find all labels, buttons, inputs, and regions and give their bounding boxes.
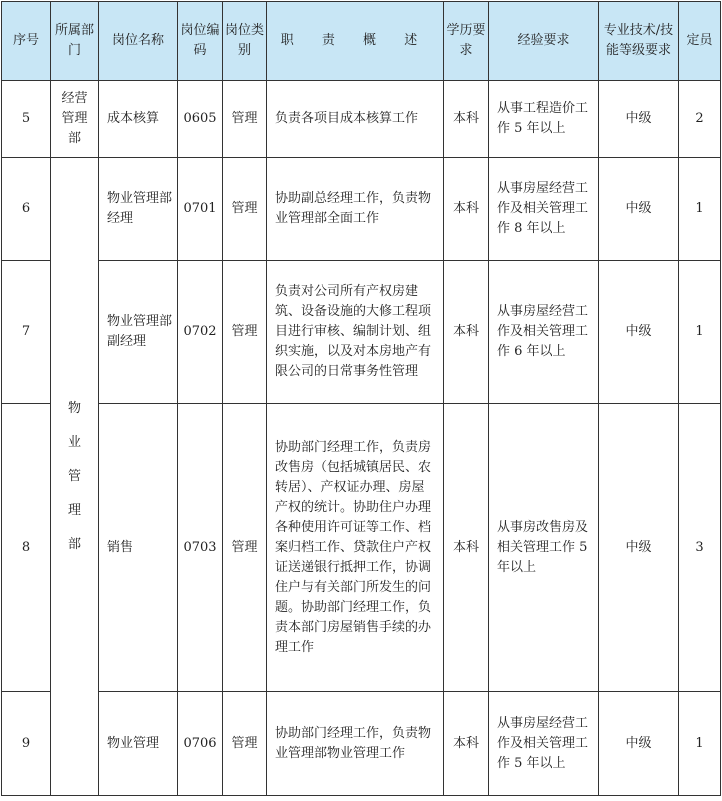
header-skill-level: 专业技术/技能等级要求 <box>599 2 679 81</box>
table-row <box>2 404 721 692</box>
cell-education: 本科 <box>444 158 489 261</box>
cell-seq: 6 <box>2 158 51 261</box>
cell-skill-level: 中级 <box>599 261 679 404</box>
header-duty: 职 责 概 述 <box>267 2 444 81</box>
header-post-name: 岗位名称 <box>99 2 178 81</box>
cell-skill-level: 中级 <box>599 158 679 261</box>
cell-duty: 负责对公司所有产权房建筑、设备设施的大修工程项目进行审核、编制计划、组织实施，以及对本房地产有限公司的日常事务性管理 <box>267 261 444 404</box>
cell-education: 本科 <box>444 261 489 404</box>
cell-quota: 2 <box>679 81 721 158</box>
cell-skill-level: 中级 <box>599 692 679 796</box>
dept-char: 部 <box>67 536 81 552</box>
cell-duty: 协助部门经理工作，负责物业管理部物业管理工作 <box>267 692 444 796</box>
header-seq: 序号 <box>2 2 51 81</box>
cell-quota: 3 <box>679 404 721 692</box>
header-education: 学历要求 <box>444 2 489 81</box>
dept-char: 物 <box>67 400 81 416</box>
cell-skill-level: 中级 <box>599 81 679 158</box>
cell-post-type: 管理 <box>223 692 267 796</box>
cell-post-type: 管理 <box>223 81 267 158</box>
cell-seq: 5 <box>2 81 51 158</box>
header-post-type: 岗位类别 <box>223 2 267 81</box>
cell-skill-level: 中级 <box>599 404 679 692</box>
cell-post-type: 管理 <box>223 404 267 692</box>
cell-duty: 协助部门经理工作，负责房改售房（包括城镇居民、农转居）、产权证办理、房屋产权的统计。协助住户办理各种使用许可证等工作、档案归档工作、贷款住户产权证送递银行抵押工作，协调住户与有关部门所发生的问题。协助部门经理工作，负责本部门房屋销售手续的办理工作 <box>267 404 444 692</box>
cell-post-name: 销售 <box>99 404 178 692</box>
header-dept: 所属部门 <box>51 2 99 81</box>
cell-experience: 从事房屋经营工作及相关管理工作 5 年以上 <box>489 692 599 796</box>
cell-duty: 负责各项目成本核算工作 <box>267 81 444 158</box>
header-experience: 经验要求 <box>489 2 599 81</box>
dept-char: 管 <box>67 468 81 484</box>
header-row <box>2 2 721 81</box>
cell-dept: 经营管理部 <box>51 81 99 158</box>
cell-seq: 9 <box>2 692 51 796</box>
cell-experience: 从事房屋经营工作及相关管理工作 6 年以上 <box>489 261 599 404</box>
cell-post-type: 管理 <box>223 261 267 404</box>
cell-post-name: 物业管理 <box>99 692 178 796</box>
cell-seq: 8 <box>2 404 51 692</box>
cell-post-code: 0706 <box>178 692 223 796</box>
cell-education: 本科 <box>444 692 489 796</box>
cell-quota: 1 <box>679 261 721 404</box>
table-row <box>2 81 721 158</box>
dept-char: 业 <box>67 434 81 450</box>
header-quota: 定员 <box>679 2 721 81</box>
cell-post-code: 0702 <box>178 261 223 404</box>
cell-post-name: 成本核算 <box>99 81 178 158</box>
cell-quota: 1 <box>679 692 721 796</box>
cell-post-code: 0703 <box>178 404 223 692</box>
cell-post-type: 管理 <box>223 158 267 261</box>
dept-char: 理 <box>67 502 81 518</box>
cell-duty: 协助副总经理工作，负责物业管理部全面工作 <box>267 158 444 261</box>
table-row <box>2 692 721 796</box>
position-table <box>1 1 721 796</box>
cell-experience: 从事工程造价工作 5 年以上 <box>489 81 599 158</box>
table-row <box>2 261 721 404</box>
header-post-code: 岗位编码 <box>178 2 223 81</box>
cell-experience: 从事房屋经营工作及相关管理工作 8 年以上 <box>489 158 599 261</box>
table-row <box>2 158 721 261</box>
cell-education: 本科 <box>444 81 489 158</box>
cell-education: 本科 <box>444 404 489 692</box>
cell-post-code: 0701 <box>178 158 223 261</box>
cell-quota: 1 <box>679 158 721 261</box>
cell-post-code: 0605 <box>178 81 223 158</box>
cell-post-name: 物业管理部副经理 <box>99 261 178 404</box>
merged-dept-cell <box>51 158 99 796</box>
cell-experience: 从事房改售房及相关管理工作 5 年以上 <box>489 404 599 692</box>
cell-seq: 7 <box>2 261 51 404</box>
cell-post-name: 物业管理部经理 <box>99 158 178 261</box>
